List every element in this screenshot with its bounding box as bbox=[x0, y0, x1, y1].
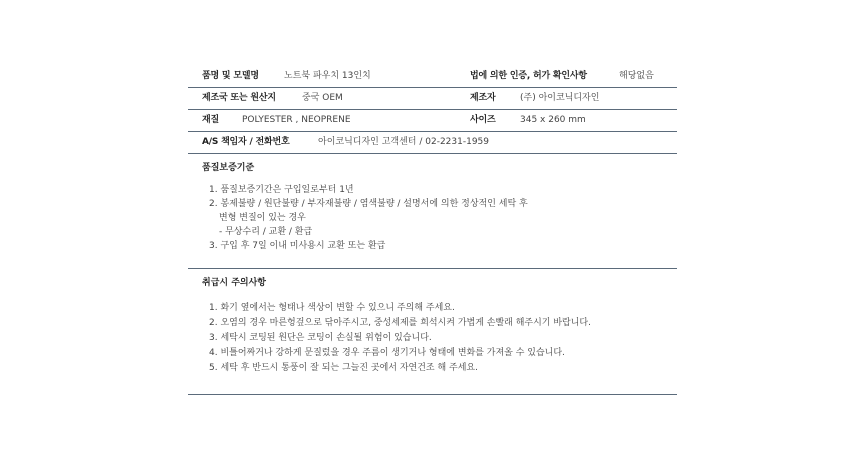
list-item: 3. 세탁시 코팅된 원단은 코팅이 손실될 위험이 있습니다. bbox=[209, 333, 432, 343]
value-certification: 해당없음 bbox=[619, 71, 654, 81]
spec-row-origin bbox=[188, 88, 677, 110]
list-item: 5. 세탁 후 반드시 통풍이 잘 되는 그늘진 곳에서 자연건조 해 주세요. bbox=[209, 363, 478, 373]
label-material: 재질 bbox=[202, 115, 219, 125]
list-item: 2. 봉제불량 / 원단불량 / 부자재불량 / 염색불량 / 설명서에 의한 정상적인 세탁 후 bbox=[209, 199, 528, 209]
spec-row-material bbox=[188, 110, 677, 132]
list-item: 변형 변질이 있는 경우 bbox=[219, 213, 306, 223]
label-manufacturer: 제조자 bbox=[470, 93, 496, 103]
caution-list bbox=[188, 301, 677, 376]
value-manufacturer: (주) 아이코닉디자인 bbox=[520, 93, 600, 103]
caution-title: 취급시 주의사항 bbox=[202, 278, 266, 288]
caution-section bbox=[188, 277, 677, 395]
list-item: 1. 화기 옆에서는 형태나 색상이 변할 수 있으니 주의해 주세요. bbox=[209, 303, 455, 313]
spec-row-as bbox=[188, 132, 677, 154]
list-item: - 무상수리 / 교환 / 환급 bbox=[219, 227, 313, 237]
value-origin: 중국 OEM bbox=[302, 93, 343, 103]
value-size: 345 x 260 mm bbox=[520, 115, 586, 125]
warranty-list bbox=[188, 183, 677, 253]
value-material: POLYESTER , NEOPRENE bbox=[242, 115, 351, 125]
label-origin: 제조국 또는 원산지 bbox=[202, 93, 276, 103]
warranty-title: 품질보증기준 bbox=[202, 163, 255, 173]
value-as-contact: 아이코닉디자인 고객센터 / 02-2231-1959 bbox=[318, 137, 490, 147]
list-item: 1. 품질보증기간은 구입일로부터 1년 bbox=[209, 185, 354, 195]
list-item: 2. 오염의 경우 마른헝겊으로 닦아주시고, 중성세제를 희석시켜 가볍게 손빨래 해주시기 바랍니다. bbox=[209, 318, 591, 328]
product-info-sheet bbox=[188, 66, 677, 395]
label-size: 사이즈 bbox=[470, 115, 496, 125]
label-as-contact: A/S 책임자 / 전화번호 bbox=[202, 137, 290, 147]
value-product-name: 노트북 파우치 13인치 bbox=[284, 71, 371, 81]
label-certification: 법에 의한 인증, 허가 확인사항 bbox=[470, 71, 587, 81]
spec-row-name bbox=[188, 66, 677, 88]
warranty-section bbox=[188, 162, 677, 269]
list-item: 3. 구입 후 7일 이내 미사용시 교환 또는 환급 bbox=[209, 241, 386, 251]
list-item: 4. 비틀어짜거나 강하게 문질렀을 경우 주름이 생기거나 형태에 변화를 가져올 수 있습니다. bbox=[209, 348, 565, 358]
label-product-name: 품명 및 모델명 bbox=[202, 71, 259, 81]
